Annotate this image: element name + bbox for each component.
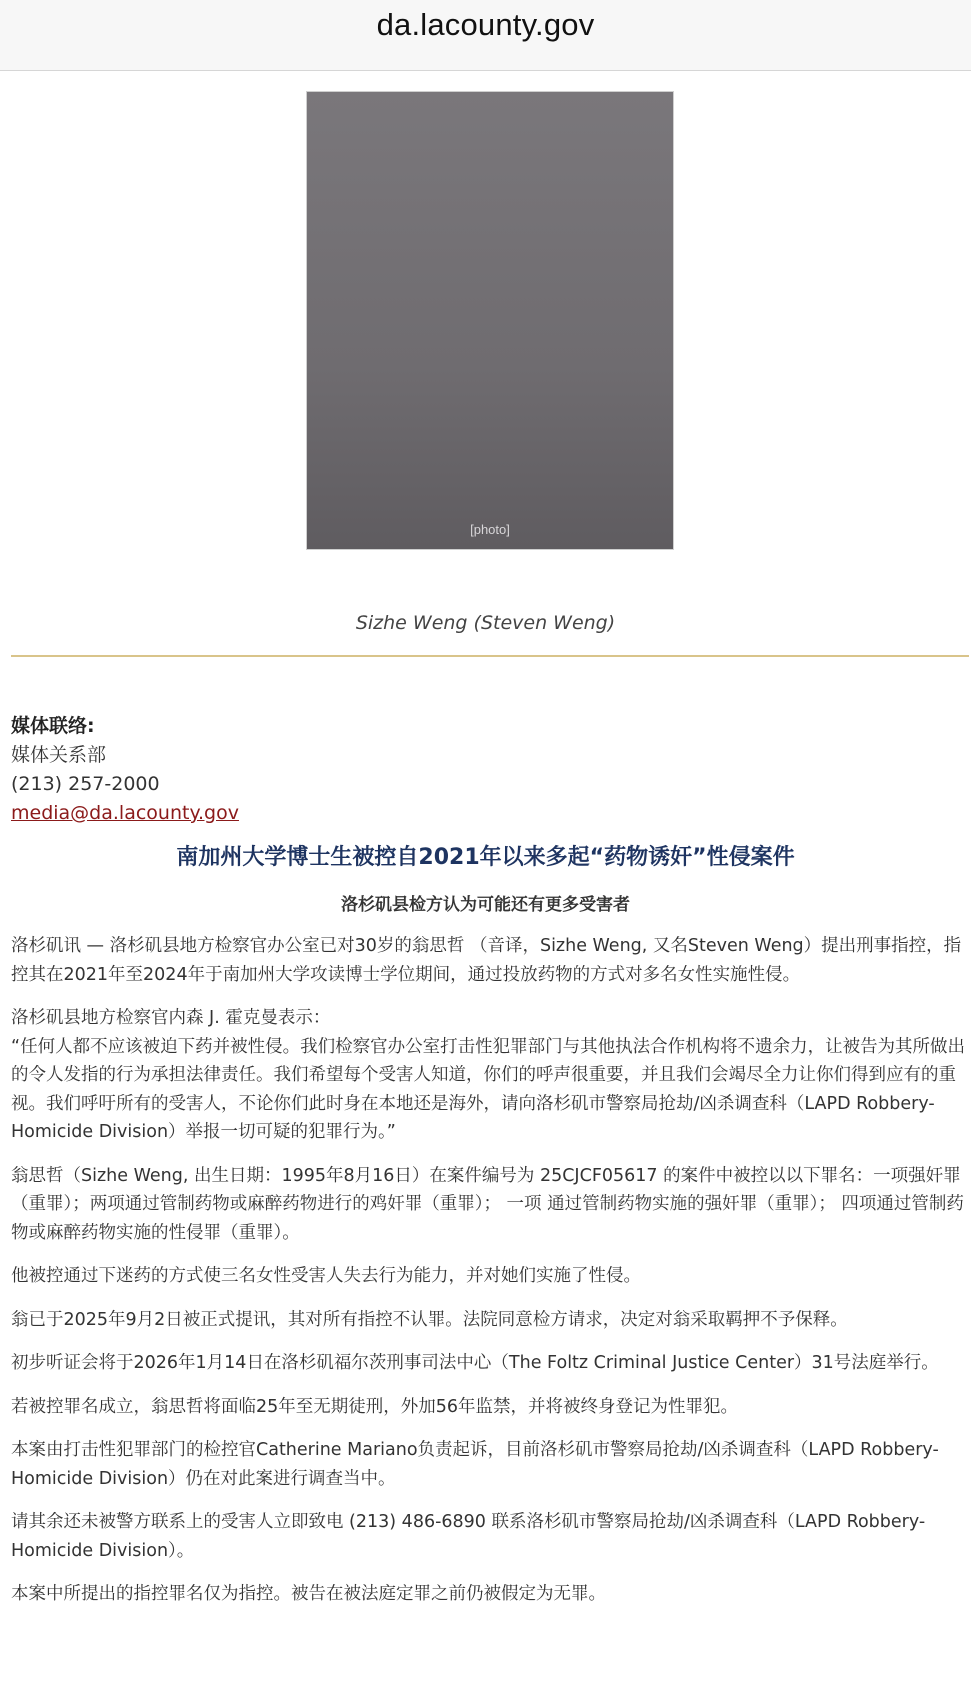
article-paragraph-quote: “任何人都不应该被迫下药并被性侵。我们检察官办公室打击性犯罪部门与其他执法合作机构将不遗余力，让被告为其所做出的令人发指的行为承担法律责任。我们希望每个受害人知道，你们的呼声很重要，并且我们会竭尽全力让你们得到应有的重视。我们呼吁所有的受害人，不论你们此时身在本地还是海外，请向洛杉矶市警察局抢劫/凶杀调查科（LAPD Robbery-Homicide Division）举报一切可疑的犯罪行为。” <box>11 1036 966 1142</box>
article-paragraph-arraignment: 翁已于2025年9月2日被正式提讯，其对所有指控不认罪。法院同意检方请求，决定对翁采取羁押不予保释。 <box>11 1309 848 1330</box>
media-contact-department: 媒体关系部 <box>11 744 107 766</box>
media-contact-heading: 媒体联络: <box>11 715 95 737</box>
article-paragraph-victim-hotline: 请其余还未被警方联系上的受害人立即致电 (213) 486-6890 联系洛杉矶市警察局抢劫/凶杀调查科（LAPD Robbery-Homicide Division）。 <box>11 1512 926 1561</box>
article-paragraph-allegation: 他被控通过下迷药的方式使三名女性受害人失去行为能力，并对她们实施了性侵。 <box>11 1266 641 1286</box>
article-paragraph-quote-attribution: 洛杉矶县地方检察官内森 J. 霍克曼表示： <box>11 1008 331 1028</box>
article-title: 南加州大学博士生被控自2021年以来多起“药物诱奸”性侵案件 <box>176 845 795 870</box>
article-paragraph-disclaimer: 本案中所提出的指控罪名仅为指控。被告在被法庭定罪之前仍被假定为无罪。 <box>11 1584 606 1604</box>
photo-caption: Sizhe Weng (Steven Weng) <box>355 612 616 634</box>
article-paragraph-hearing: 初步听证会将于2026年1月14日在洛杉矶福尔茨刑事司法中心（The Foltz Criminal Justice Center）31号法庭举行。 <box>11 1353 939 1373</box>
article-body <box>11 932 966 1624</box>
media-contact-email-link[interactable]: media@da.lacounty.gov <box>11 802 239 824</box>
article-subtitle: 洛杉矶县检方认为可能还有更多受害者 <box>341 895 630 915</box>
section-divider <box>11 655 969 657</box>
url-text[interactable]: da.lacounty.gov <box>376 7 595 42</box>
article-paragraph-sentence: 若被控罪名成立，翁思哲将面临25年至无期徒刑，外加56年监禁，并将被终身登记为性罪犯。 <box>11 1396 739 1417</box>
booking-photo <box>306 91 674 550</box>
article-paragraph-prosecutor: 本案由打击性犯罪部门的检控官Catherine Mariano负责起诉，目前洛杉矶市警察局抢劫/凶杀调查科（LAPD Robbery-Homicide Division）仍在对此案进行调查当中。 <box>11 1440 939 1489</box>
browser-address-bar[interactable] <box>0 0 971 71</box>
article-paragraph-charges: 翁思哲（Sizhe Weng, 出生日期：1995年8月16日）在案件编号为 25CJCF05617 的案件中被控以以下罪名：一项强奸罪（重罪）；两项通过管制药物或麻醉药物进行的鸡奸罪（重罪）； 一项 通过管制药物实施的强奸罪（重罪）； 四项通过管制药物或麻醉药物实施的性侵罪（重罪）。 <box>11 1165 964 1243</box>
media-contact-block <box>11 712 239 828</box>
photo-placeholder-label: [photo] <box>470 522 510 537</box>
media-contact-phone: (213) 257-2000 <box>11 773 160 795</box>
article-paragraph-lead: 洛杉矶讯 — 洛杉矶县地方检察官办公室已对30岁的翁思哲 （音译，Sizhe Weng, 又名Steven Weng）提出刑事指控，指控其在2021年至2024年于南加州大学攻读博士学位期间，通过投放药物的方式对多名女性实施性侵。 <box>11 936 962 985</box>
